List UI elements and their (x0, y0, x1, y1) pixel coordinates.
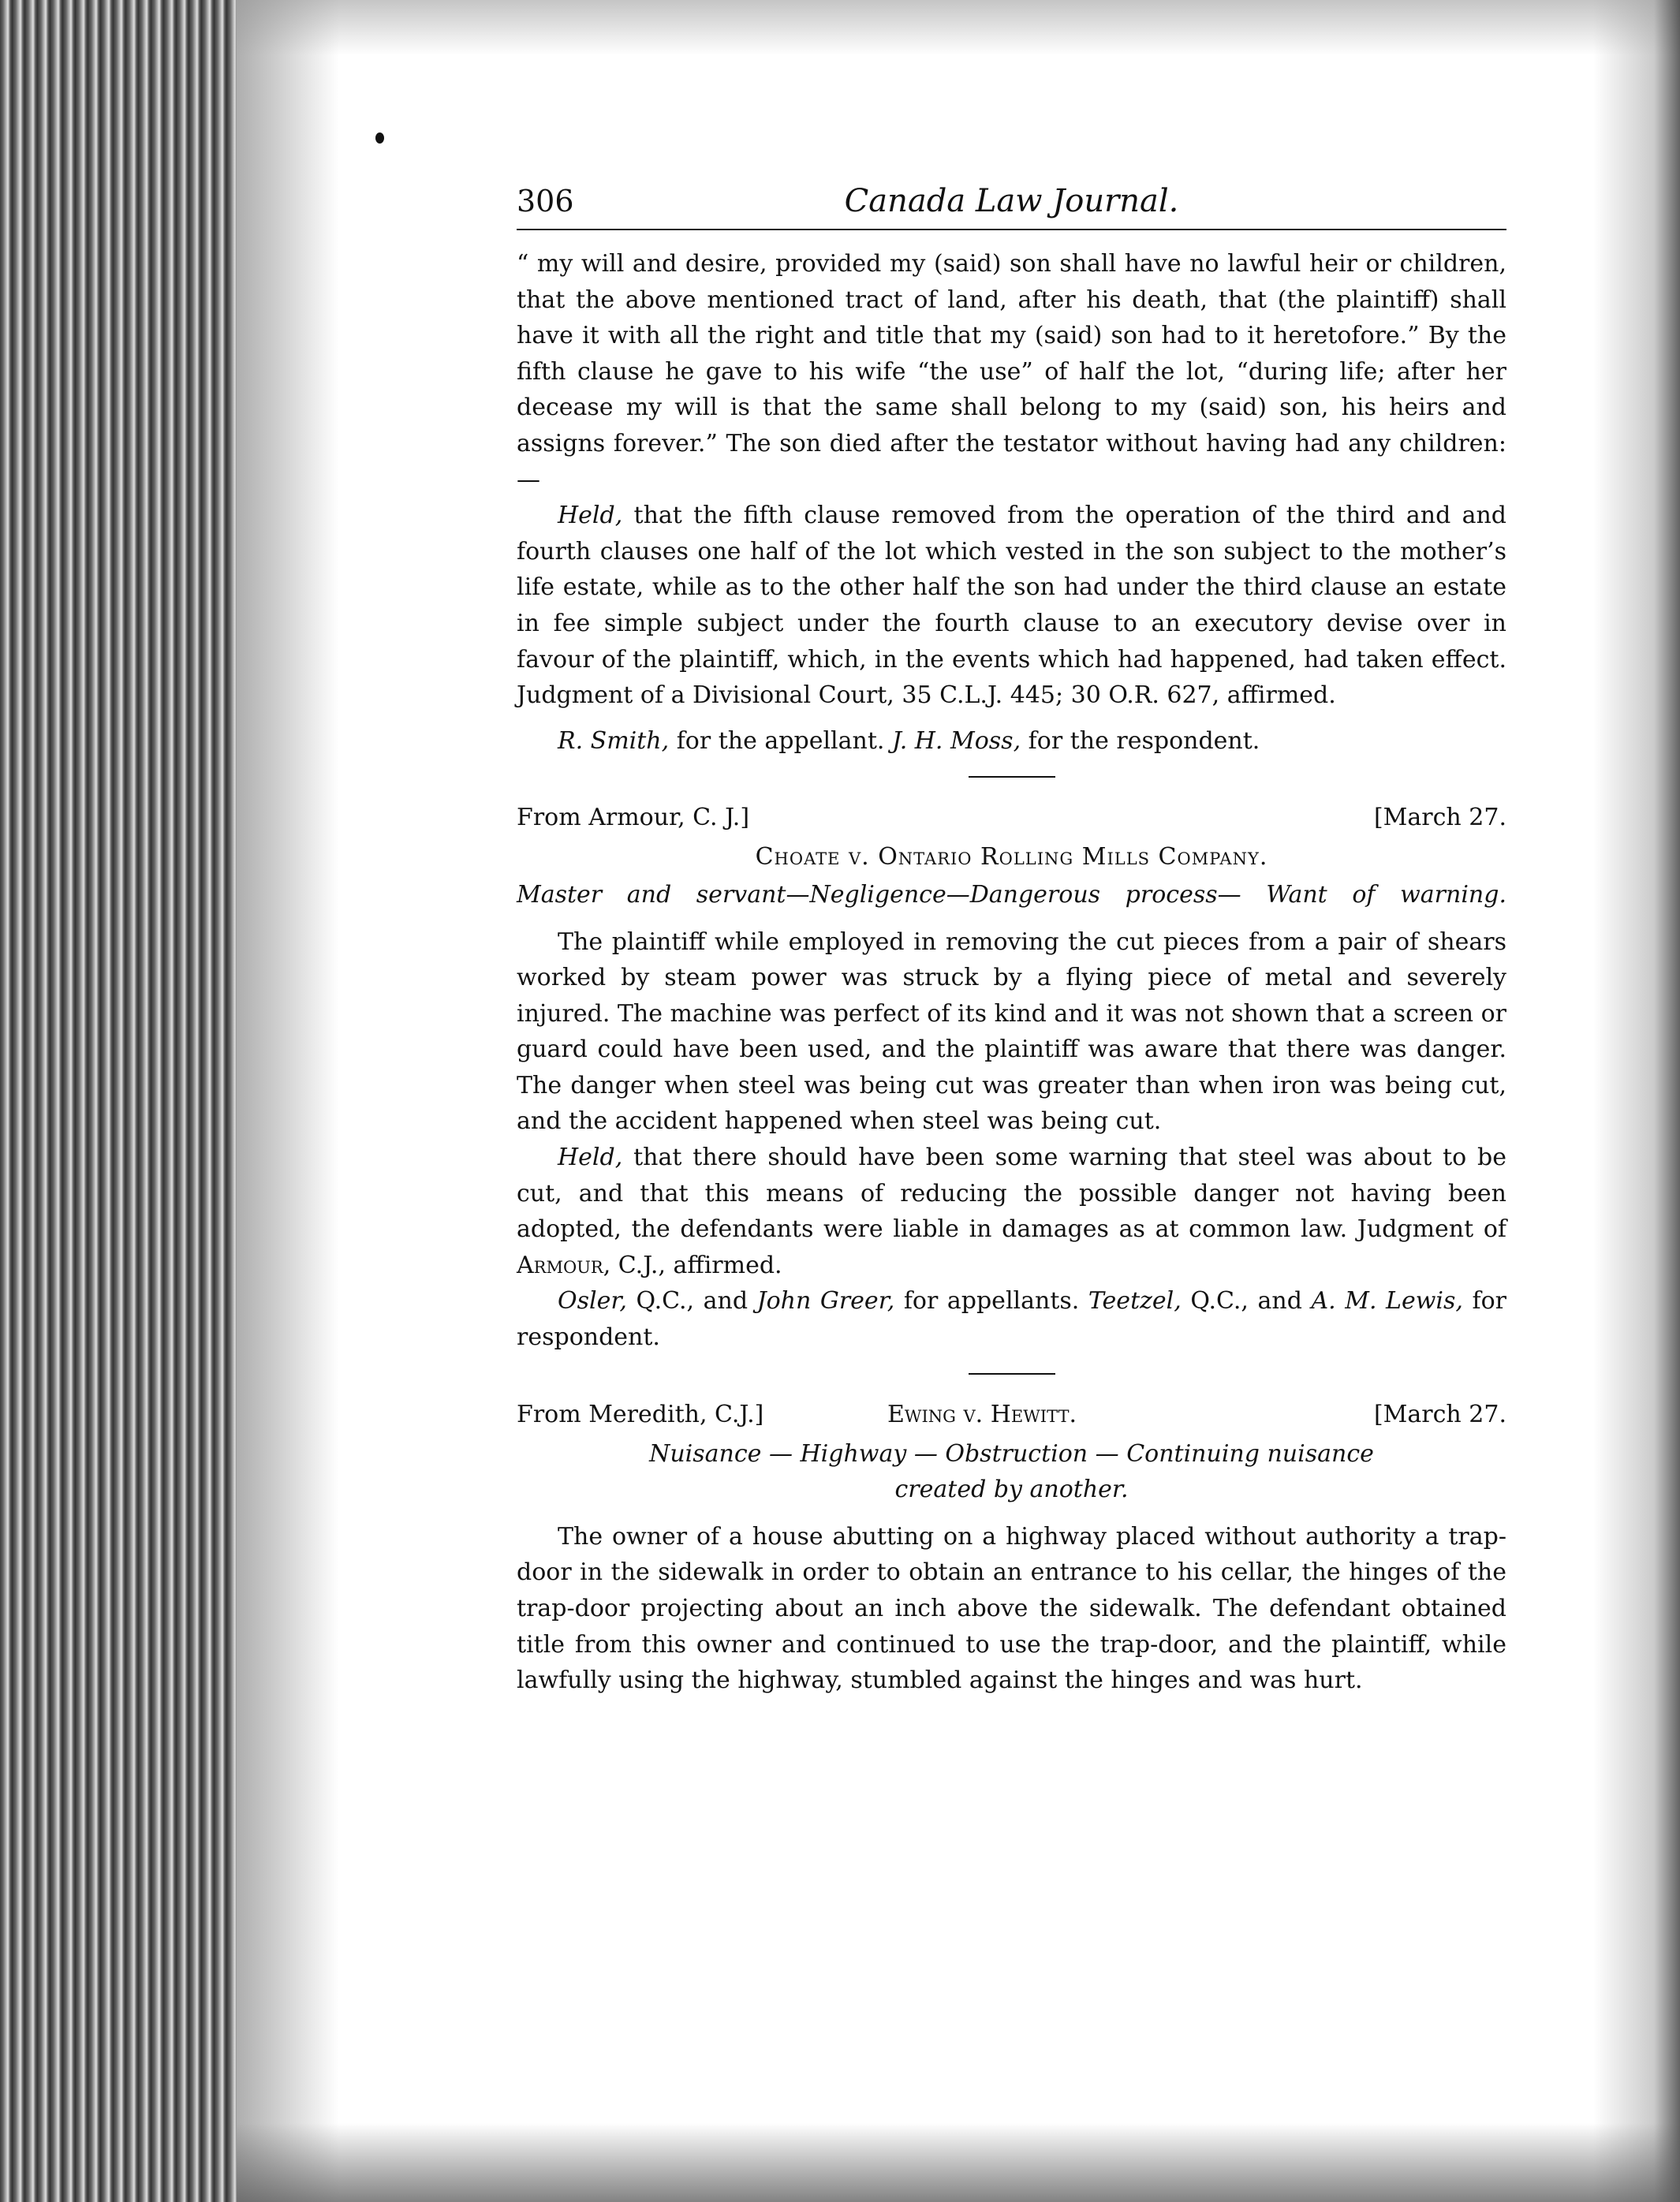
decision-date: [March 27. (1373, 1400, 1506, 1428)
case3-catchwords (517, 1436, 1506, 1508)
court-from: From Armour, C. J.] (517, 804, 750, 832)
appellant-counsel-1: Osler, (558, 1287, 627, 1316)
held-label: Held, (558, 1144, 623, 1172)
held-end: , C.J., affirmed. (603, 1251, 782, 1279)
case2-catchwords: Master and servant—Negligence—Dangerous process— Want of warning. (517, 880, 1506, 909)
section-divider (969, 776, 1055, 778)
appellant-counsel-2: John Greer, (756, 1287, 895, 1316)
case1-counsel (517, 723, 1506, 760)
catchwords-line-2: created by another. (894, 1476, 1129, 1504)
book-binding-shadow (0, 0, 237, 2202)
respondent-role: for the respondent. (1021, 726, 1260, 755)
top-edge-shadow (237, 0, 1680, 55)
case3-paragraph: The owner of a house abutting on a highway placed without authority a trap-door in the sidewalk in order to obtain an entrance to his cellar, the hinges of the trap-door projecting about an inch above the sidewalk. The defendant obtained title from this owner and continued to use the trap-door, and the plaintiff, while lawfully using the highway, stumbled against the hinges and was hurt. (517, 1522, 1506, 1695)
held-label: Held, (558, 502, 623, 530)
counsel-joiner: Q.C., and (626, 1287, 757, 1316)
case2-held (517, 1140, 1506, 1283)
case3-title: Ewing v. Hewitt. (887, 1400, 1077, 1428)
case2-paragraph: The plaintiff while employed in removing the cut pieces from a pair of shears worked by steam power was struck by a flying piece of metal and severely injured. The machine was perfect of its kind and it was not shown that a screen or guard could have been used, and the plaintiff was aware that there was danger. The danger when steel was being cut was greater than when iron was being cut, and the accident happened when steel was being cut. (517, 927, 1506, 1136)
page-number: 306 (517, 184, 574, 218)
catchwords-line-1: Nuisance — Highway — Obstruction — Continuing nuisance (649, 1439, 1374, 1468)
running-header (517, 181, 1506, 230)
page-content (517, 181, 1506, 1699)
case3-court-line (517, 1397, 1506, 1435)
journal-title: Canada Law Journal. (844, 183, 1179, 219)
ink-dot (375, 132, 384, 144)
right-edge-shadow (1593, 0, 1680, 2202)
judge-name: Armour (517, 1251, 603, 1279)
counsel-joiner: Q.C., and (1181, 1287, 1312, 1316)
gutter-shadow (237, 0, 339, 2202)
held-text: that the fifth clause removed from the operation of the third and and fourth clauses one half of the lot which vested in the son subject to the mother’s life estate, while as to the other half the son had under the third clause an estate in fee simple subject under the fourth clause to an executory devise over in favour of the plaintiff, which, in the events which had happened, had taken effect. Judgment of a Divisional Court, 35 C.L.J. 445; 30 O.R. 627, affirmed. (517, 502, 1506, 710)
case1-paragraph: “ my will and desire, provided my (said) son shall have no lawful heir or children, that the above mentioned tract of land, after his death, that (the plaintiff) shall have it with all the right and title that my (said) son had to it heretofore.” By the fifth clause he gave to his wife “the use” of half the lot, “during life; after her decease my will is that the same shall belong to my (said) son, his heirs and assigns forever.” The son died after the testator without having had any children:— (517, 250, 1506, 494)
held-text: that there should have been some warning that steel was about to be cut, and that this means of reducing the possible danger not having been adopted, the defendants were liable in damages as at common law. Judgment of (517, 1144, 1506, 1244)
case2-court-line (517, 800, 1506, 838)
respondent-role: for respondent. (517, 1287, 1506, 1352)
court-from: From Meredith, C.J.] (517, 1400, 764, 1428)
case2-title: Choate v. Ontario Rolling Mills Company. (755, 843, 1268, 871)
respondent-counsel-1: Teetzel, (1088, 1287, 1182, 1316)
respondent-counsel-2: A. M. Lewis, (1311, 1287, 1463, 1316)
case2-counsel (517, 1283, 1506, 1355)
case1-held (517, 498, 1506, 714)
section-divider (969, 1373, 1055, 1375)
appellant-role: for the appellant. (669, 726, 892, 755)
appellant-role: for appellants. (894, 1287, 1088, 1316)
decision-date: [March 27. (1373, 804, 1506, 832)
bottom-edge-shadow (237, 2123, 1680, 2202)
appellant-counsel: R. Smith, (558, 726, 670, 755)
respondent-counsel: J. H. Moss, (892, 726, 1021, 755)
